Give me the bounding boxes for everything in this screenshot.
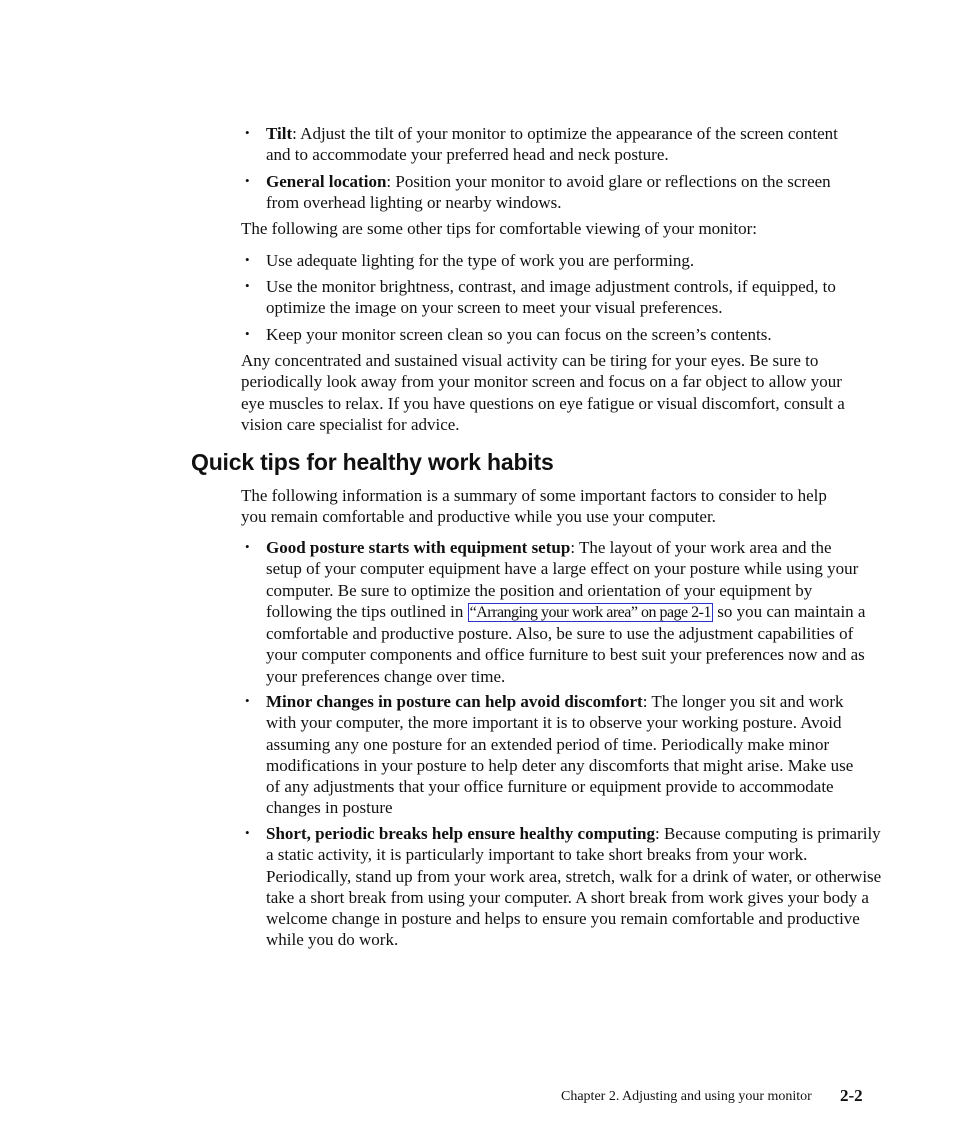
section-heading: Quick tips for healthy work habits xyxy=(191,449,554,475)
arranging-work-area-link[interactable]: “Arranging your work area” on page 2-1 xyxy=(469,603,711,621)
section-intro: The following information is a summary of some important factors to consider to help you remain comfortable and productive while you use your computer. xyxy=(241,486,827,527)
tilt-text: : Adjust the tilt of your monitor to optimize the appearance of the screen content and to accommodate your preferred head and neck posture. xyxy=(266,124,838,165)
bullet-dot: • xyxy=(245,825,250,840)
viewing-intro: The following are some other tips for comfortable viewing of your monitor: xyxy=(241,219,758,238)
viewing-tip-controls xyxy=(241,276,888,319)
bullet-dot: • xyxy=(245,173,250,188)
bullet-dot: • xyxy=(245,693,250,708)
tip-minor-changes-text: : The longer you sit and work with your computer, the more important it is to observe your working posture. Avoid assuming any one posture for an extended period of time. Periodically make minor modifications in your posture to help deter any discomforts that might arise. Make use of any adjustments that your office furniture or equipment provide to accommodate changes in posture xyxy=(266,692,854,818)
bullet-general-location xyxy=(241,171,861,214)
footer-page-number: 2-2 xyxy=(840,1086,863,1105)
viewing-tip-clean xyxy=(241,324,888,345)
tip-posture-text: : The layout of your work area and the setup of your computer equipment have a large effect on your posture while using your computer. Be sure to optimize the position and orientation of your equipment by following the tips outlined in xyxy=(266,538,859,621)
viewing-tip-text: Use the monitor brightness, contrast, and image adjustment controls, if equipped, to optimize the image on your screen to meet your visual preferences. xyxy=(266,277,836,318)
tip-breaks xyxy=(241,823,888,951)
tilt-term: Tilt xyxy=(266,124,293,143)
footer-chapter: Chapter 2. Adjusting and using your monitor xyxy=(561,1089,812,1104)
viewing-tip-lighting xyxy=(241,250,888,271)
general-location-term: General location xyxy=(266,172,387,191)
viewing-tip-text: Keep your monitor screen clean so you can focus on the screen’s contents. xyxy=(266,325,772,344)
bullet-dot: • xyxy=(245,326,250,341)
tip-breaks-text: : Because computing is primarily a static activity, it is particularly important to take short breaks from your work. Periodically, stand up from your work area, stretch, walk for a drink of water, or otherwise take a short break from using your computer. A short break from work gives your body a welcome change in posture and helps to ensure you remain comfortable and productive while you do work. xyxy=(266,824,882,950)
tip-posture-text-after: so you can maintain a comfortable and productive posture. Also, be sure to use the adjustment capabilities of your computer components and office furniture to best suit your preferences now and as your preferences change over time. xyxy=(266,601,866,686)
bullet-dot: • xyxy=(245,539,250,554)
bullet-dot: • xyxy=(245,252,250,267)
tip-posture xyxy=(241,537,866,687)
viewing-tip-text: Use adequate lighting for the type of work you are performing. xyxy=(266,251,695,270)
general-location-text: : Position your monitor to avoid glare or reflections on the screen from overhead lighting or nearby windows. xyxy=(266,172,831,213)
tip-posture-term: Good posture starts with equipment setup xyxy=(266,538,571,557)
bullet-tilt xyxy=(241,123,861,166)
tip-minor-changes-term: Minor changes in posture can help avoid discomfort xyxy=(266,692,643,711)
bullet-dot: • xyxy=(245,125,250,140)
tip-breaks-term: Short, periodic breaks help ensure healthy computing xyxy=(266,824,655,843)
bullet-dot: • xyxy=(245,278,250,293)
tip-minor-changes xyxy=(241,691,866,819)
eye-fatigue-paragraph: Any concentrated and sustained visual activity can be tiring for your eyes. Be sure to periodically look away from your monitor screen and focus on a far object to allow your eye muscles to relax. If you have questions on eye fatigue or visual discomfort, consult a vision care specialist for advice. xyxy=(241,351,845,434)
